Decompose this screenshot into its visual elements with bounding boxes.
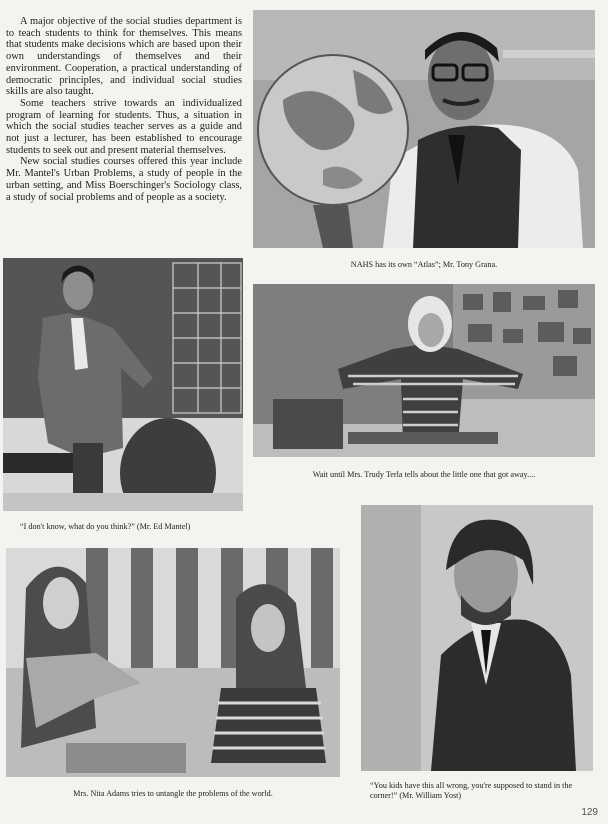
caption-grana: NAHS has its own “Atlas”; Mr. Tony Grana.: [350, 260, 498, 269]
page-number: 129: [581, 807, 598, 818]
caption-yost: “You kids have this all wrong, you're supposed to stand in the corner!” (Mr. William Yost): [370, 781, 573, 800]
intro-paragraph: Some teachers strive towards an individualized program of learning for students. Thus, a situation in which the social studies teacher serves as a guide and not just a lecturer, has been established to encourage students to seek out and present material themselves.: [6, 97, 242, 156]
caption-adams: Mrs. Nita Adams tries to untangle the problems of the world.: [73, 789, 273, 798]
intro-paragraph: A major objective of the social studies department is to teach students to think for themselves. This means that students make decisions which are based upon their own understandings of themselves and their environment. Cooperation, a practical understanding of democratic principles, and individual social studies skills are also taught.: [6, 16, 242, 98]
caption-mantel: “I don't know, what do you think?” (Mr. Ed Mantel): [20, 522, 191, 531]
photo-adams: [6, 548, 340, 777]
intro-text: [6, 16, 242, 203]
photo-terla: [253, 284, 595, 457]
photo-grana-globe: [253, 10, 595, 248]
photo-mantel-board: [3, 258, 243, 511]
photo-yost: [361, 505, 593, 771]
caption-terla: Wait until Mrs. Trudy Terla tells about the little one that got away....: [312, 470, 536, 479]
intro-paragraph: New social studies courses offered this year include Mr. Mantel's Urban Problems, a study of people in the urban setting, and Miss Boerschinger's Sociology class, a study of social problems and of people as a society.: [6, 156, 242, 203]
